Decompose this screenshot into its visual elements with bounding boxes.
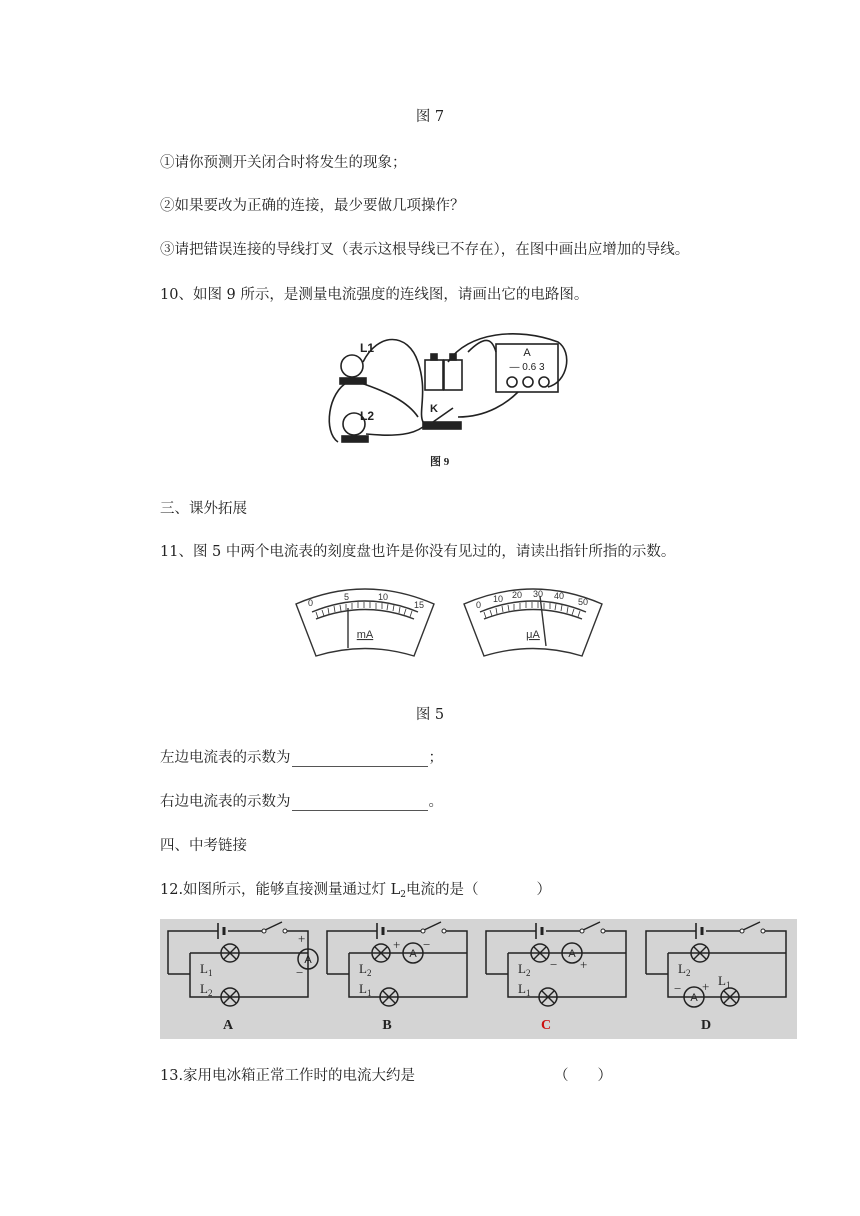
lower-lamp-label: $L_2$ bbox=[200, 981, 213, 998]
minus-sign: − bbox=[550, 957, 558, 972]
left-answer-prefix: 左边电流表的示数为 bbox=[160, 750, 291, 766]
q12-text bbox=[160, 878, 551, 900]
q12-text-after: 电流的是（ ） bbox=[406, 882, 552, 898]
figure-9-wiring-diagram bbox=[318, 322, 578, 472]
section-4-heading: 四、中考链接 bbox=[160, 838, 247, 854]
right-meter-tick-50: 50 bbox=[578, 597, 589, 607]
option-label-c: C bbox=[540, 1018, 552, 1033]
lower-lamp-label: $L_1$ bbox=[718, 973, 731, 990]
svg-text:A: A bbox=[409, 948, 417, 960]
section-3-heading: 三、课外拓展 bbox=[160, 501, 247, 517]
ammeter-scale: — 0.6 3 bbox=[509, 362, 545, 373]
plus-sign: + bbox=[580, 957, 588, 972]
q11-right-answer bbox=[160, 790, 443, 811]
plus-sign: + bbox=[393, 937, 401, 952]
figure-5-caption: 图 5 bbox=[415, 707, 445, 723]
left-meter-tick-5: 5 bbox=[344, 592, 350, 602]
left-answer-suffix: ； bbox=[428, 750, 443, 766]
q12-circuit-options-panel bbox=[160, 919, 797, 1039]
left-meter-tick-0: 0 bbox=[308, 598, 314, 608]
minus-sign: − bbox=[423, 937, 431, 952]
q11-left-answer bbox=[160, 746, 443, 767]
q9-item-1: ①请你预测开关闭合时将发生的现象； bbox=[160, 155, 407, 171]
right-meter-tick-40: 40 bbox=[554, 591, 565, 601]
option-label-d: D bbox=[700, 1018, 712, 1033]
upper-lamp-label: $L_2$ bbox=[518, 961, 531, 978]
q13-text: 13.家用电冰箱正常工作时的电流大约是 bbox=[160, 1068, 416, 1084]
option-label-a: A bbox=[222, 1018, 234, 1033]
svg-text:A: A bbox=[690, 992, 698, 1004]
right-meter-unit: μA bbox=[526, 629, 540, 641]
right-meter-tick-30: 30 bbox=[533, 589, 544, 599]
figure-7-caption: 图 7 bbox=[415, 109, 445, 125]
ammeter-label: A bbox=[523, 347, 531, 359]
right-meter-tick-0: 0 bbox=[476, 600, 482, 610]
upper-lamp-label: $L_2$ bbox=[359, 961, 372, 978]
figure-5-meters bbox=[290, 586, 610, 661]
right-answer-blank[interactable] bbox=[292, 796, 428, 811]
q11-text: 11、图 5 中两个电流表的刻度盘也许是你没有见过的，请读出指针所指的示数。 bbox=[160, 544, 676, 560]
minus-sign: − bbox=[296, 965, 304, 980]
left-meter-tick-10: 10 bbox=[378, 592, 389, 602]
figure-9-caption: 图 9 bbox=[430, 456, 450, 468]
upper-lamp-label: $L_2$ bbox=[678, 961, 691, 978]
plus-sign: + bbox=[702, 979, 710, 994]
svg-text:A: A bbox=[304, 954, 312, 966]
q9-item-3: ③请把错误连接的导线打叉（表示这根导线已不存在），在图中画出应增加的导线。 bbox=[160, 242, 690, 258]
q12-text-before: 12.如图所示，能够直接测量通过灯 L bbox=[160, 882, 401, 898]
lamp-l1-label: L1 bbox=[360, 341, 375, 355]
right-meter-tick-10: 10 bbox=[493, 594, 504, 604]
upper-lamp-label: $L_1$ bbox=[200, 961, 213, 978]
q13-answer-paren[interactable]: （ ） bbox=[554, 1068, 612, 1084]
right-answer-suffix: 。 bbox=[428, 794, 443, 810]
left-answer-blank[interactable] bbox=[292, 752, 428, 767]
svg-text:A: A bbox=[568, 948, 576, 960]
lower-lamp-label: $L_1$ bbox=[359, 981, 372, 998]
minus-sign: − bbox=[674, 981, 682, 996]
lower-lamp-label: $L_1$ bbox=[518, 981, 531, 998]
right-answer-prefix: 右边电流表的示数为 bbox=[160, 794, 291, 810]
plus-sign: + bbox=[298, 931, 306, 946]
q10-text: 10、如图 9 所示，是测量电流强度的连线图，请画出它的电路图。 bbox=[160, 287, 589, 303]
switch-label: K bbox=[430, 403, 438, 415]
lamp-l2-label: L2 bbox=[360, 409, 375, 423]
left-meter-unit: mA bbox=[356, 629, 374, 641]
right-meter-tick-20: 20 bbox=[512, 590, 523, 600]
q9-item-2: ②如果要改为正确的连接，最少要做几项操作？ bbox=[160, 198, 465, 214]
q12-text-subscript: 2 bbox=[400, 890, 407, 900]
left-meter-tick-15: 15 bbox=[414, 600, 425, 610]
option-label-b: B bbox=[382, 1018, 392, 1033]
